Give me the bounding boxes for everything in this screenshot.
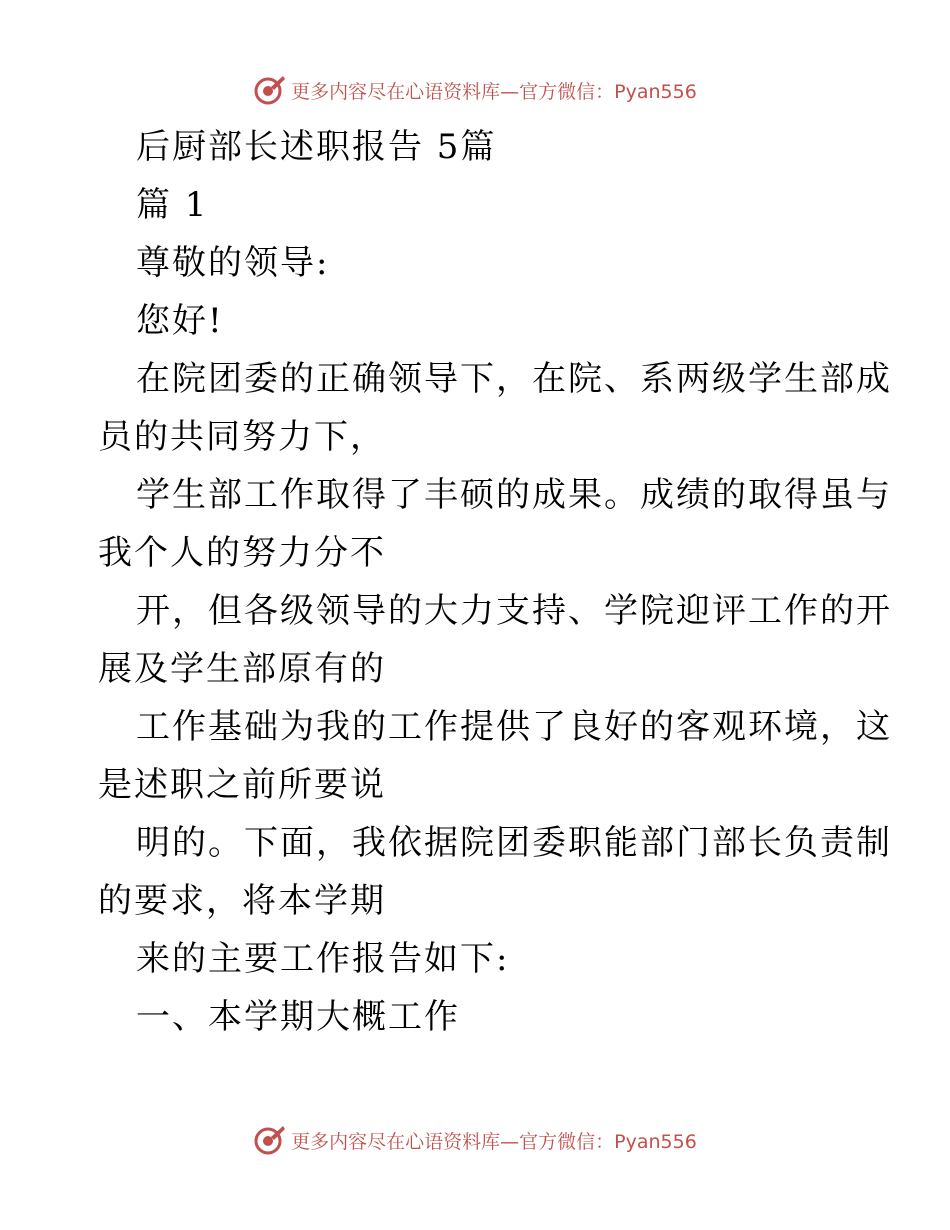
greeting: 您好!	[136, 301, 224, 341]
document-body	[98, 118, 892, 1046]
paragraph-line: 我个人的努力分不	[98, 533, 386, 573]
paragraph-line: 工作基础为我的工作提供了良好的客观环境，这	[136, 707, 892, 747]
paragraph-line: 是述职之前所要说	[98, 765, 386, 805]
paragraph-line: 开，但各级领导的大力支持、学院迎评工作的开	[136, 591, 892, 631]
section-subheading: 一、本学期大概工作	[136, 997, 460, 1037]
paragraph-line: 来的主要工作报告如下:	[136, 939, 510, 979]
paragraph-line: 明的。下面，我依据院团委职能部门部长负责制	[136, 823, 892, 863]
footer-banner	[0, 1120, 950, 1160]
header-banner	[0, 70, 950, 110]
pen-circle-logo-icon	[253, 1123, 287, 1157]
paragraph-line: 的要求，将本学期	[98, 881, 386, 921]
footer-banner-content	[253, 1123, 697, 1157]
paragraph-line: 员的共同努力下，	[98, 417, 386, 457]
section-heading: 篇 1	[136, 185, 209, 225]
pen-circle-logo-icon	[253, 73, 287, 107]
paragraph-line: 展及学生部原有的	[98, 649, 386, 689]
document-title: 后厨部长述职报告 5篇	[136, 127, 497, 167]
footer-banner-text: 更多内容尽在心语资料库—官方微信：Pyan556	[291, 1130, 697, 1153]
salutation: 尊敬的领导:	[136, 243, 330, 283]
header-banner-text: 更多内容尽在心语资料库—官方微信：Pyan556	[291, 80, 697, 103]
paragraph-line: 学生部工作取得了丰硕的成果。成绩的取得虽与	[136, 475, 892, 515]
header-banner-content	[253, 73, 697, 107]
paragraph-line: 在院团委的正确领导下，在院、系两级学生部成	[136, 359, 892, 399]
